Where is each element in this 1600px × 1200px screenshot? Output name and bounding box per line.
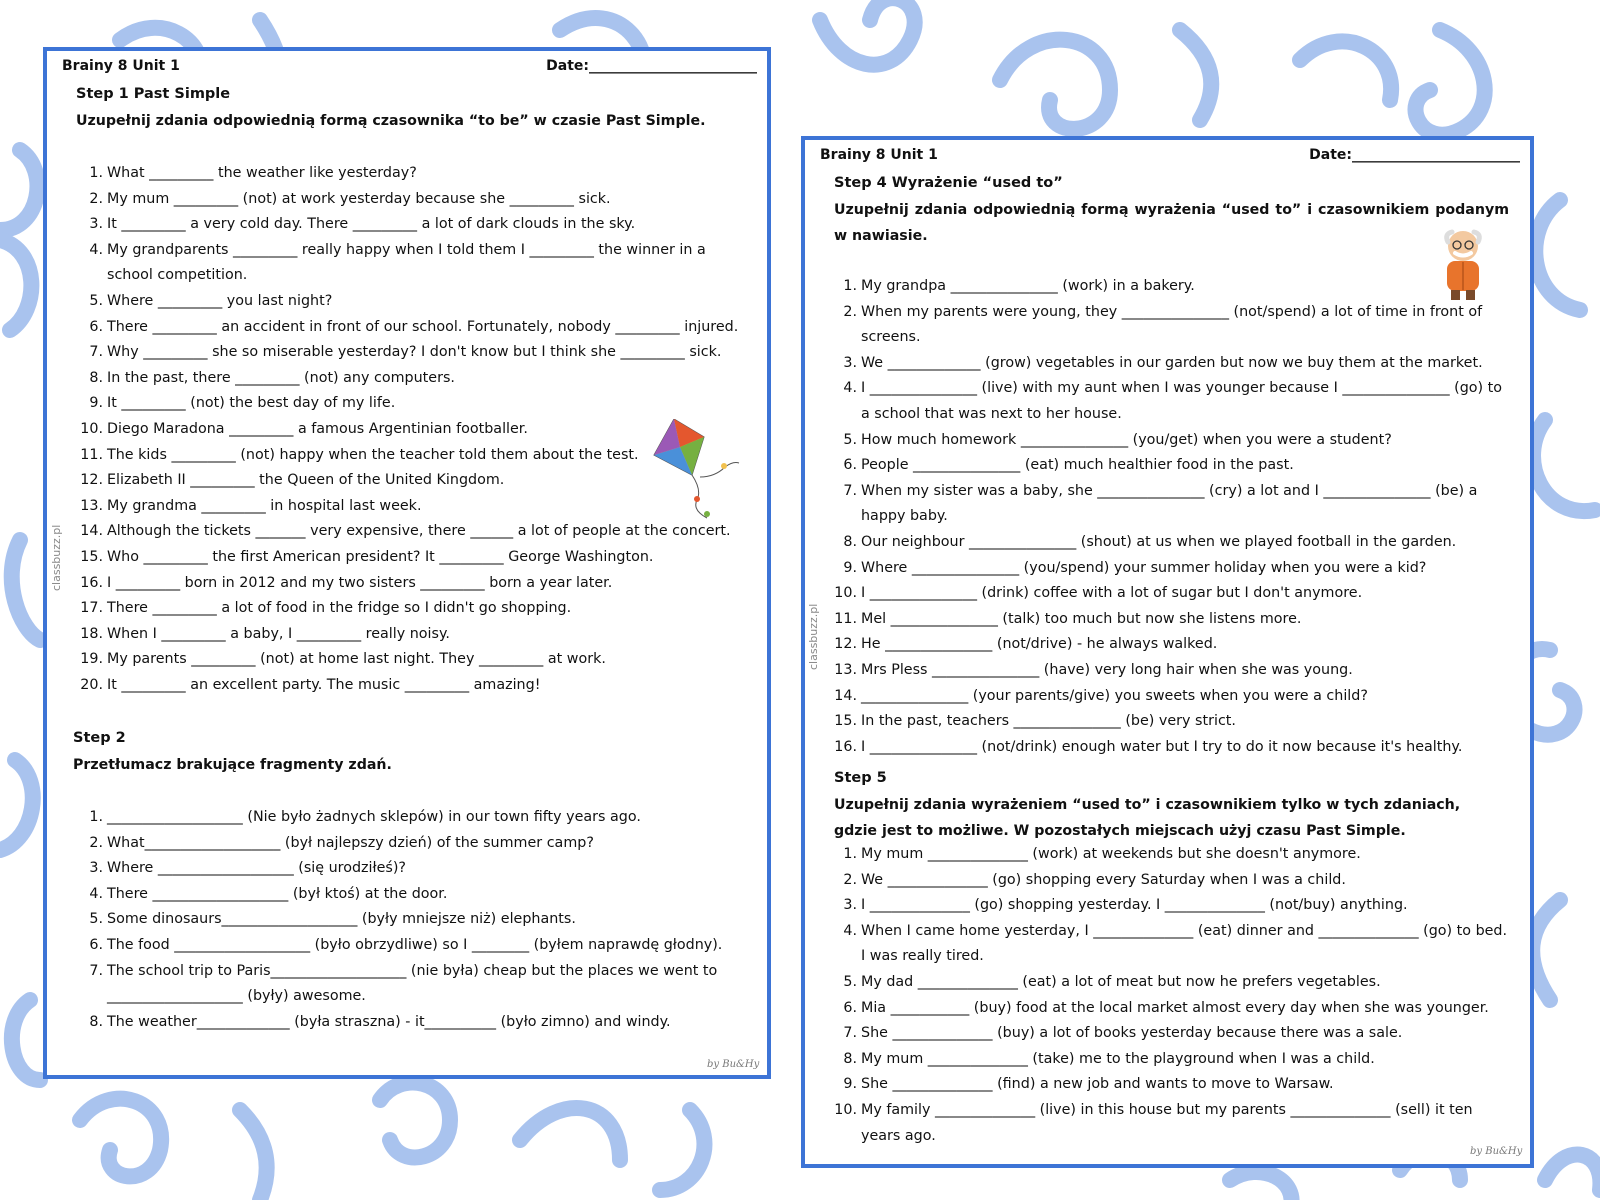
exercise-number: 16. [834, 738, 857, 755]
exercise-text: My mum ______________ (work) at weekends but she doesn't anymore. [861, 846, 1361, 862]
exercise-item [79, 238, 749, 289]
exercise-item [79, 622, 749, 648]
exercise-text: My grandma _________ in hospital last week. [107, 497, 422, 514]
exercise-text: My grandparents _________ really happy when I told them I _________ the winner in a school competition. [107, 241, 706, 284]
exercise-number: 12. [80, 472, 103, 489]
step5-exercise-list [833, 842, 1513, 1149]
exercise-number: 2. [89, 190, 103, 207]
exercise-number: 20. [80, 676, 103, 693]
exercise-number: 7. [843, 1025, 857, 1042]
exercise-text: There _________ an accident in front of our school. Fortunately, nobody _________ injured. [107, 318, 739, 335]
exercise-item [79, 907, 749, 933]
exercise-number: 4. [89, 241, 103, 258]
exercise-item [79, 1010, 749, 1036]
exercise-item [79, 596, 749, 622]
exercise-text: She ______________ (find) a new job and wants to move to Warsaw. [861, 1076, 1334, 1093]
exercise-number: 17. [80, 600, 103, 617]
exercise-item [833, 453, 1513, 479]
exercise-text: Where _________ you last night? [107, 292, 333, 309]
exercise-item [833, 735, 1513, 761]
exercise-number: 6. [89, 318, 103, 335]
exercise-number: 15. [834, 713, 857, 730]
exercise-number: 12. [834, 636, 857, 653]
exercise-text: How much homework _______________ (you/get) when you were a student? [861, 431, 1392, 448]
exercise-number: 14. [80, 523, 103, 540]
exercise-text: Some dinosaurs___________________ (były mniejsze niż) elephants. [107, 911, 576, 928]
exercise-text: It _________ a very cold day. There _________ a lot of dark clouds in the sky. [107, 216, 636, 233]
exercise-number: 4. [843, 922, 857, 939]
signature: by Bu&Hy [1470, 1146, 1523, 1157]
exercise-item [833, 919, 1513, 970]
exercise-item [79, 959, 749, 1010]
exercise-number: 5. [89, 292, 103, 309]
exercise-text: I ______________ (go) shopping yesterday. I ______________ (not/buy) anything. [861, 897, 1408, 914]
exercise-text: I _______________ (not/drink) enough water but I try to do it now because it's healthy. [861, 738, 1463, 755]
exercise-item [833, 632, 1513, 658]
exercise-item [833, 1072, 1513, 1098]
exercise-text: When I came home yesterday, I ______________ (eat) dinner and ______________ (go) to bed. I was really tired. [861, 922, 1508, 965]
exercise-text: My family ______________ (live) in this house but my parents ______________ (sell) it ten years ago. [861, 1101, 1473, 1144]
exercise-number: 10. [834, 1101, 857, 1118]
exercise-item [79, 315, 749, 341]
exercise-item [79, 519, 749, 545]
exercise-text: In the past, there _________ (not) any computers. [107, 369, 455, 386]
exercise-item [833, 351, 1513, 377]
exercise-item [79, 187, 749, 213]
exercise-number: 13. [834, 661, 857, 678]
exercise-item [833, 684, 1513, 710]
exercise-text: I _______________ (live) with my aunt when I was younger because I _______________ (go) to a school that was next to her house. [861, 380, 1503, 422]
exercise-number: 11. [834, 610, 857, 627]
exercise-text: The weather_____________ (była straszna) - it__________ (było zimno) and windy. [107, 1013, 671, 1030]
exercise-number: 9. [843, 1076, 857, 1093]
exercise-number: 8. [89, 1013, 103, 1030]
exercise-text: He _______________ (not/drive) - he always walked. [861, 636, 1218, 653]
exercise-text: The food ___________________ (było obrzydliwe) so I ________ (byłem naprawdę głodny). [107, 936, 723, 953]
exercise-text: In the past, teachers _______________ (be) very strict. [861, 713, 1236, 730]
exercise-text: Mia ___________ (buy) food at the local market almost every day when she was younger. [861, 999, 1489, 1016]
exercise-number: 15. [80, 548, 103, 565]
exercise-item [833, 581, 1513, 607]
worksheet-title: Brainy 8 Unit 1 [62, 58, 180, 74]
exercise-item [79, 933, 749, 959]
exercise-text: When I _________ a baby, I _________ really noisy. [107, 625, 450, 642]
exercise-item [79, 571, 749, 597]
exercise-text: We ______________ (go) shopping every Saturday when I was a child. [861, 871, 1346, 888]
exercise-text: It _________ (not) the best day of my life. [107, 395, 396, 412]
exercise-number: 14. [834, 687, 857, 704]
exercise-text: There ___________________ (był ktoś) at the door. [107, 885, 448, 902]
exercise-number: 19. [80, 651, 103, 668]
exercise-text: ___________________ (Nie było żadnych sklepów) in our town fifty years ago. [107, 809, 641, 825]
exercise-item [833, 970, 1513, 996]
exercise-text: Although the tickets _______ very expensive, there ______ a lot of people at the concert. [107, 523, 731, 540]
exercise-item [79, 673, 749, 699]
step5-instructions: Uzupełnij zdania wyrażeniem “used to” i czasownikiem tylko w tych zdaniach, gdzie jest to możliwe. W pozostałych miejscach użyj czasu Past Simple. [834, 797, 1461, 839]
exercise-item [79, 391, 749, 417]
exercise-number: 16. [80, 574, 103, 591]
exercise-number: 6. [89, 936, 103, 953]
exercise-number: 10. [834, 585, 857, 602]
exercise-item [833, 893, 1513, 919]
exercise-number: 9. [843, 559, 857, 576]
exercise-text: There _________ a lot of food in the fridge so I didn't go shopping. [107, 600, 572, 617]
exercise-item [79, 856, 749, 882]
step4-exercise-list [833, 274, 1513, 760]
step2-title: Step 2 [73, 730, 126, 746]
exercise-text: Elizabeth II _________ the Queen of the United Kingdom. [107, 472, 505, 489]
exercise-item [79, 161, 749, 187]
exercise-number: 8. [89, 369, 103, 386]
step5-title: Step 5 [834, 770, 887, 786]
exercise-item [833, 607, 1513, 633]
exercise-item [833, 376, 1513, 427]
exercise-text: Why _________ she so miserable yesterday? I don't know but I think she _________ sick. [107, 344, 722, 361]
step1-title: Step 1 Past Simple [76, 86, 231, 102]
exercise-item [833, 868, 1513, 894]
exercise-text: My mum _________ (not) at work yesterday because she _________ sick. [107, 190, 611, 207]
exercise-item [79, 494, 749, 520]
exercise-item [79, 340, 749, 366]
step4-instructions: Uzupełnij zdania odpowiednią formą wyrażenia “used to” i czasownikiem podanym w nawiasie. [834, 202, 1509, 244]
exercise-text: I _______________ (drink) coffee with a lot of sugar but I don't anymore. [861, 585, 1363, 602]
date-field: Date:________________________ [1309, 147, 1520, 163]
step2-instructions: Przetłumacz brakujące fragmenty zdań. [73, 757, 392, 773]
exercise-number: 1. [89, 809, 103, 825]
exercise-text: What___________________ (był najlepszy dzień) of the summer camp? [107, 834, 594, 851]
exercise-number: 1. [843, 278, 857, 294]
exercise-text: People _______________ (eat) much healthier food in the past. [861, 457, 1294, 474]
worksheet-right [801, 136, 1534, 1168]
exercise-number: 4. [89, 885, 103, 902]
exercise-item [833, 530, 1513, 556]
exercise-number: 2. [843, 871, 857, 888]
exercise-item [833, 274, 1513, 300]
exercise-number: 6. [843, 999, 857, 1016]
step4-title: Step 4 Wyrażenie “used to” [834, 175, 1063, 191]
exercise-text: Our neighbour _______________ (shout) at us when we played football in the garden. [861, 533, 1457, 550]
kite-icon [652, 419, 742, 519]
step2-exercise-list [79, 805, 749, 1035]
exercise-number: 3. [843, 354, 857, 371]
exercise-text: My grandpa _______________ (work) in a bakery. [861, 278, 1195, 294]
exercise-item [79, 443, 749, 469]
exercise-text: She ______________ (buy) a lot of books yesterday because there was a sale. [861, 1025, 1403, 1042]
exercise-item [79, 468, 749, 494]
step1-exercise-list [79, 161, 749, 698]
exercise-item [833, 1098, 1513, 1149]
exercise-text: Diego Maradona _________ a famous Argentinian footballer. [107, 420, 528, 437]
exercise-item [79, 831, 749, 857]
exercise-item [833, 556, 1513, 582]
exercise-number: 3. [89, 860, 103, 877]
watermark: classbuzz.pl [50, 524, 63, 591]
exercise-item [833, 842, 1513, 868]
exercise-item [833, 709, 1513, 735]
exercise-text: It _________ an excellent party. The music _________ amazing! [107, 676, 541, 693]
exercise-number: 13. [80, 497, 103, 514]
exercise-item [79, 882, 749, 908]
exercise-number: 4. [843, 380, 857, 397]
exercise-text: Who _________ the first American president? It _________ George Washington. [107, 548, 654, 565]
exercise-item [833, 996, 1513, 1022]
exercise-item [833, 658, 1513, 684]
exercise-item [79, 289, 749, 315]
date-field: Date:________________________ [546, 58, 757, 74]
exercise-text: The school trip to Paris___________________ (nie była) cheap but the places we went to ___________________ (były) awesome. [107, 962, 718, 1005]
exercise-text: We _____________ (grow) vegetables in our garden but now we buy them at the market. [861, 354, 1483, 371]
exercise-item [833, 428, 1513, 454]
exercise-number: 6. [843, 457, 857, 474]
exercise-number: 2. [89, 834, 103, 851]
exercise-number: 7. [89, 962, 103, 979]
signature: by Bu&Hy [707, 1059, 760, 1070]
exercise-number: 8. [843, 1050, 857, 1067]
exercise-text: Mrs Pless _______________ (have) very long hair when she was young. [861, 661, 1353, 678]
exercise-number: 2. [843, 303, 857, 320]
exercise-number: 7. [89, 344, 103, 361]
exercise-item [833, 479, 1513, 530]
step1-instructions: Uzupełnij zdania odpowiednią formą czasownika “to be” w czasie Past Simple. [76, 113, 706, 129]
exercise-text: I _________ born in 2012 and my two sisters _________ born a year later. [107, 574, 613, 591]
watermark: classbuzz.pl [807, 603, 820, 670]
exercise-text: My mum ______________ (take) me to the playground when I was a child. [861, 1050, 1375, 1067]
exercise-item [79, 647, 749, 673]
exercise-number: 5. [89, 911, 103, 928]
exercise-item [79, 545, 749, 571]
exercise-number: 11. [80, 446, 103, 463]
exercise-number: 18. [80, 625, 103, 642]
exercise-text: When my sister was a baby, she _______________ (cry) a lot and I _______________ (be) a happy baby. [861, 482, 1478, 525]
exercise-item [79, 805, 749, 831]
exercise-number: 5. [843, 431, 857, 448]
exercise-number: 3. [89, 216, 103, 233]
exercise-text: Mel _______________ (talk) too much but now she listens more. [861, 610, 1302, 627]
worksheet-title: Brainy 8 Unit 1 [820, 147, 938, 163]
exercise-text: Where _______________ (you/spend) your summer holiday when you were a kid? [861, 559, 1427, 576]
exercise-number: 7. [843, 482, 857, 499]
exercise-number: 8. [843, 533, 857, 550]
exercise-text: _______________ (your parents/give) you sweets when you were a child? [861, 687, 1368, 704]
exercise-item [79, 212, 749, 238]
grandpa-icon [1435, 226, 1491, 302]
exercise-number: 9. [89, 395, 103, 412]
exercise-item [833, 300, 1513, 351]
exercise-number: 5. [843, 973, 857, 990]
exercise-number: 1. [843, 846, 857, 862]
exercise-text: My parents _________ (not) at home last night. They _________ at work. [107, 651, 606, 668]
exercise-number: 3. [843, 897, 857, 914]
exercise-number: 10. [80, 420, 103, 437]
exercise-item [833, 1021, 1513, 1047]
exercise-text: What _________ the weather like yesterday? [107, 165, 417, 181]
exercise-text: The kids _________ (not) happy when the teacher told them about the test. [107, 446, 639, 463]
exercise-number: 1. [89, 165, 103, 181]
exercise-text: Where ___________________ (się urodziłeś)? [107, 860, 406, 877]
worksheet-left [43, 47, 771, 1079]
exercise-item [79, 417, 749, 443]
exercise-text: My dad ______________ (eat) a lot of meat but now he prefers vegetables. [861, 973, 1381, 990]
exercise-item [833, 1047, 1513, 1073]
exercise-item [79, 366, 749, 392]
exercise-text: When my parents were young, they _______________ (not/spend) a lot of time in front of screens. [861, 303, 1483, 346]
